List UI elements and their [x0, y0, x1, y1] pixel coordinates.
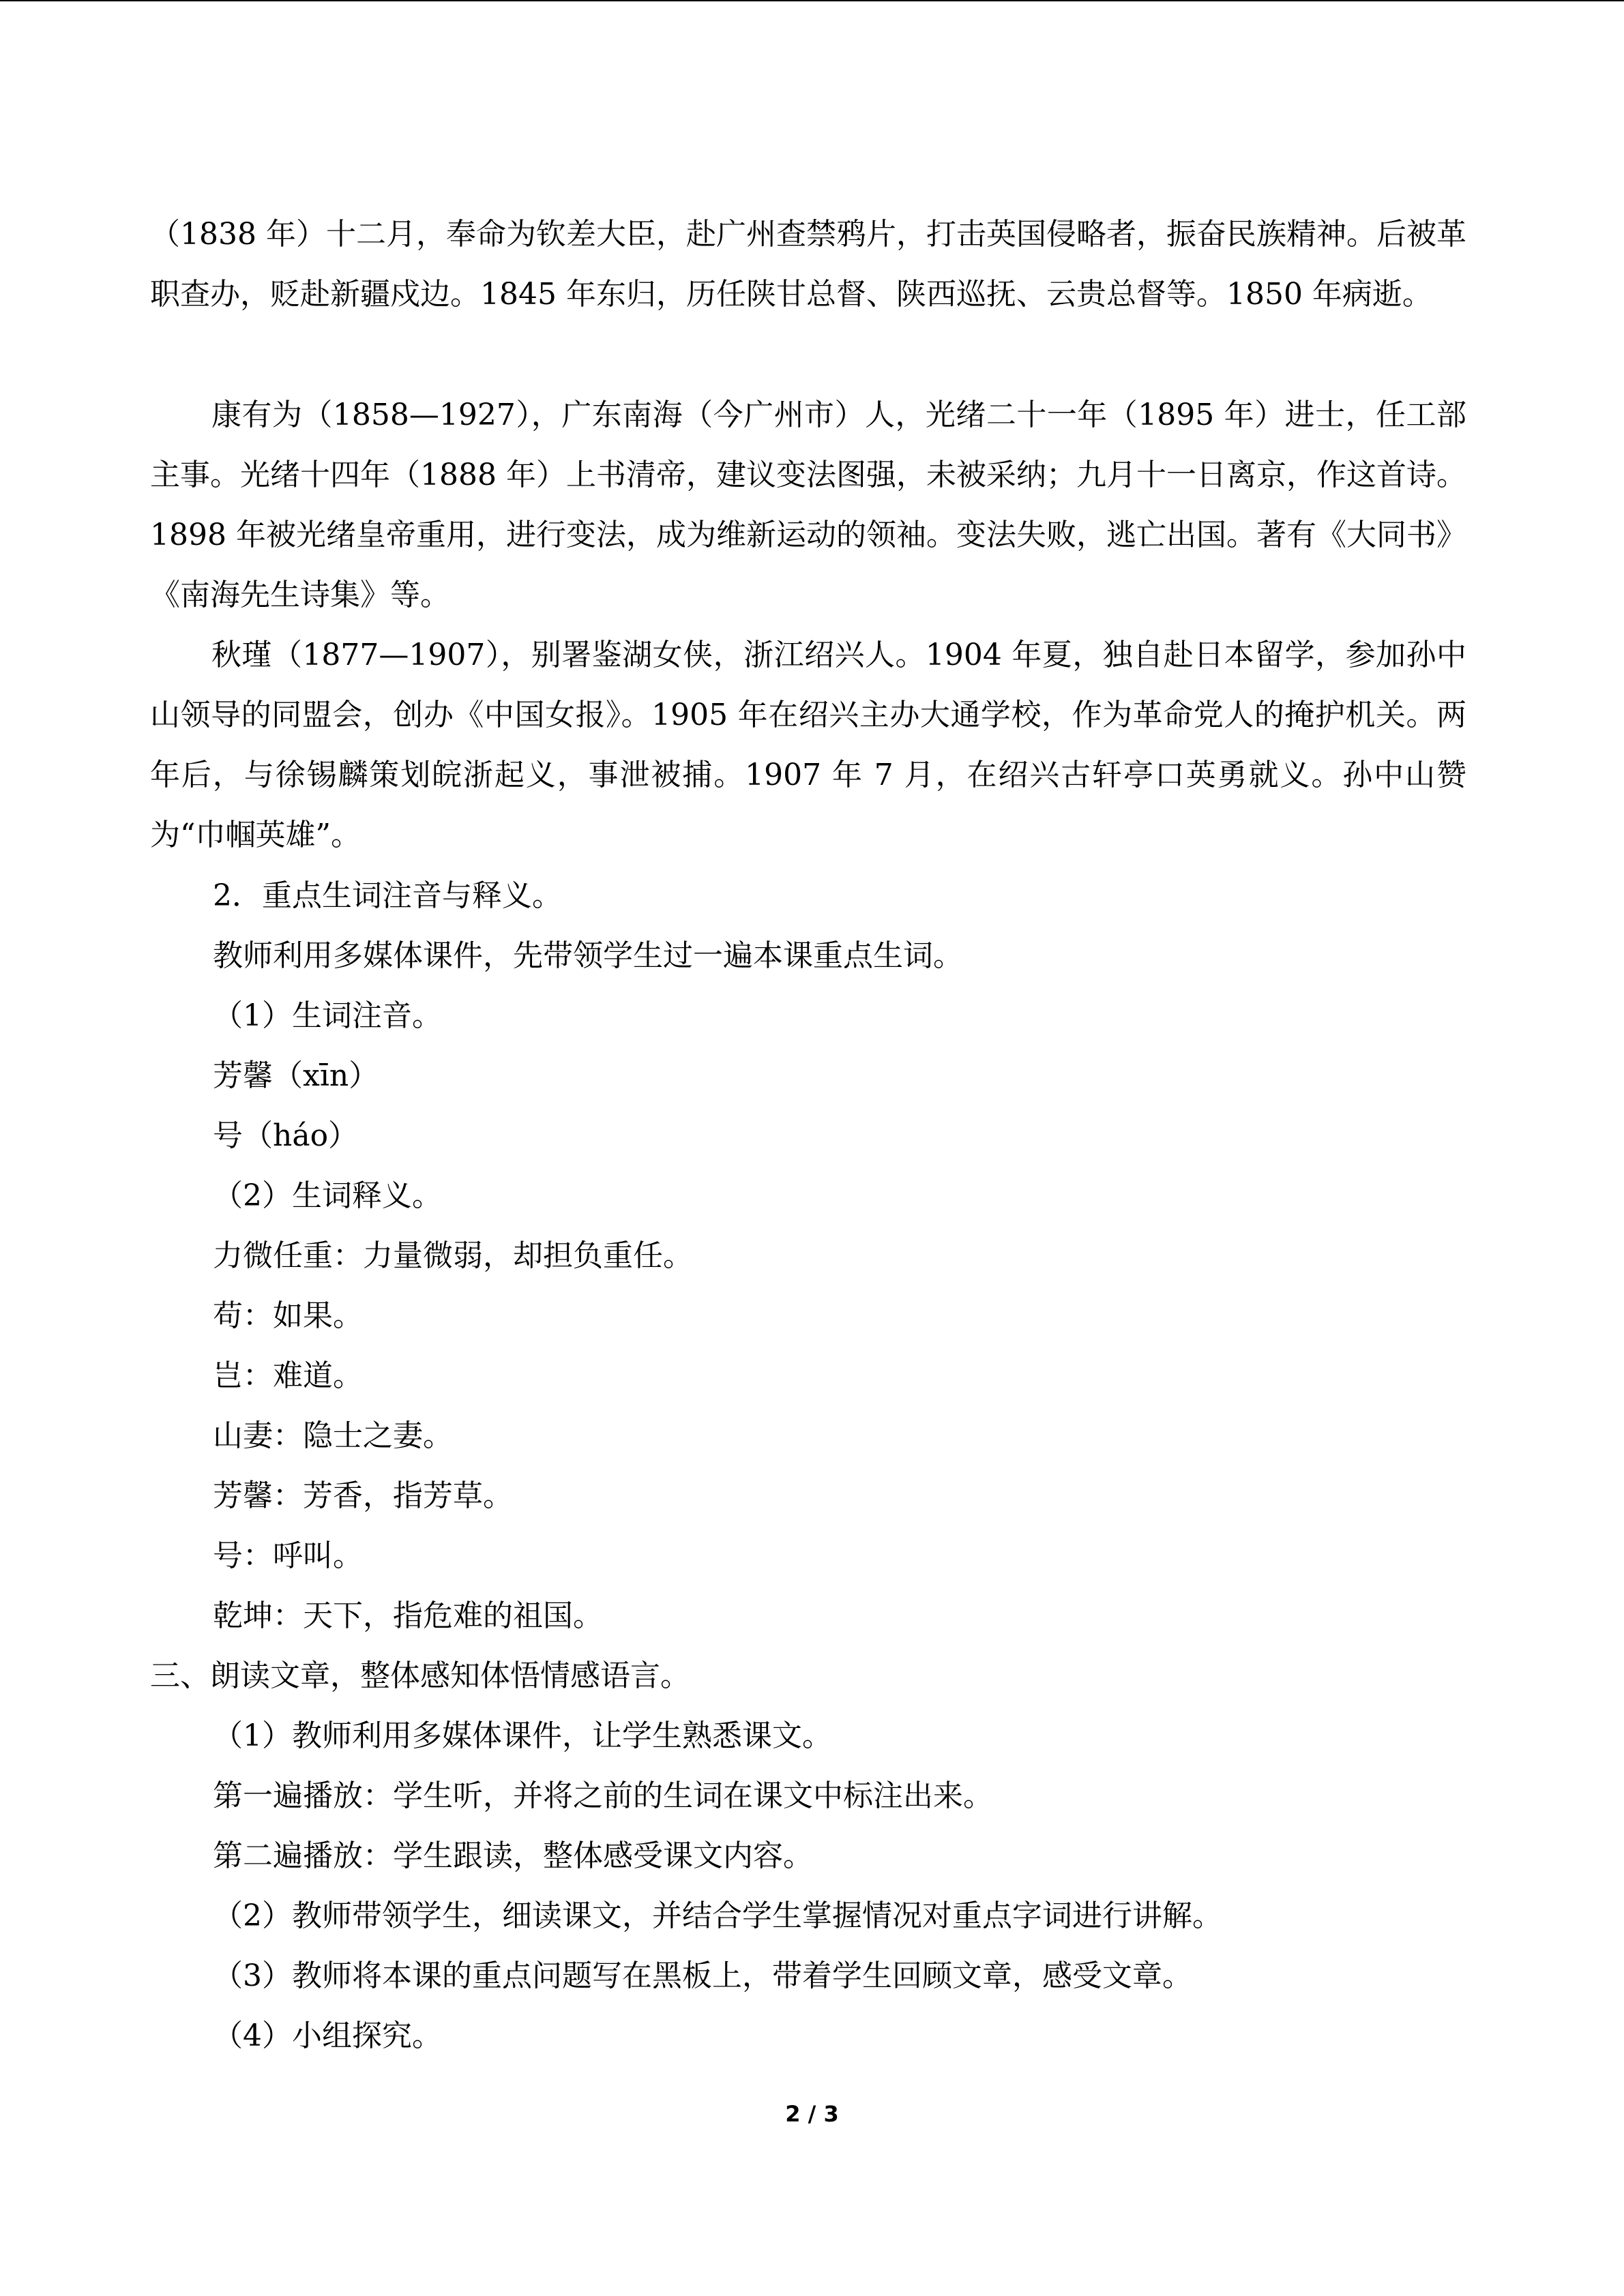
section-heading-reading: 三、朗读文章，整体感知体悟情感语言。: [150, 1658, 690, 1693]
line-definition-heading: （2）生词释义。: [213, 1178, 442, 1213]
line-pinyin-fangxin: 芳馨（xīn）: [213, 1058, 379, 1093]
line-second-playback: 第二遍播放：学生跟读，整体感受课文内容。: [213, 1838, 813, 1873]
line-first-playback: 第一遍播放：学生听，并将之前的生词在课文中标注出来。: [213, 1778, 993, 1813]
line-def-gou: 苟：如果。: [213, 1298, 363, 1333]
line-step-1: （1）教师利用多媒体课件，让学生熟悉课文。: [213, 1718, 832, 1753]
line-pronunciation-heading: （1）生词注音。: [213, 998, 442, 1033]
line-step-4: （4）小组探究。: [213, 2018, 442, 2053]
page-number: 2 / 3: [785, 2101, 839, 2127]
line-def-qi: 岂：难道。: [213, 1358, 363, 1393]
line-def-fangxin: 芳馨：芳香，指芳草。: [213, 1478, 513, 1513]
paragraph-qiu-jin: 秋瑾（1877—1907），别署鉴湖女侠，浙江绍兴人。1904 年夏，独自赴日本留学，参加孙中山领导的同盟会，创办《中国女报》。1905 年在绍兴主办大通学校，作为革命党人的掩护机关。两年后，与徐锡麟策划皖浙起义，事泄被捕。1907 年 7 月，在绍兴古轩亭口英勇就义。孙中山赞为“巾帼英雄”。: [150, 638, 1466, 852]
line-teacher-multimedia: 教师利用多媒体课件，先带领学生过一遍本课重点生词。: [213, 938, 963, 973]
line-def-liweirenzhong: 力微任重：力量微弱，却担负重任。: [213, 1238, 693, 1273]
paragraph-kang-youwei: 康有为（1858—1927），广东南海（今广州市）人，光绪二十一年（1895 年）进士，任工部主事。光绪十四年（1888 年）上书清帝，建议变法图强，未被采纳；九月十一日离京，作这首诗。1898 年被光绪皇帝重用，进行变法，成为维新运动的领袖。变法失败，逃亡出国。著有《大同书》《南海先生诗集》等。: [150, 398, 1466, 612]
line-def-hao: 号：呼叫。: [213, 1538, 363, 1573]
line-def-qiankun: 乾坤：天下，指危难的祖国。: [213, 1598, 603, 1633]
line-pinyin-hao: 号（háo）: [213, 1118, 359, 1153]
line-step-3: （3）教师将本课的重点问题写在黑板上，带着学生回顾文章，感受文章。: [213, 1958, 1192, 1993]
section-heading-vocabulary: 2．重点生词注音与释义。: [213, 878, 562, 913]
line-step-2: （2）教师带领学生，细读课文，并结合学生掌握情况对重点字词进行讲解。: [213, 1898, 1222, 1933]
line-def-shanqi: 山妻：隐士之妻。: [213, 1418, 453, 1453]
paragraph-lin-zexu: （1838 年）十二月，奉命为钦差大臣，赴广州查禁鸦片，打击英国侵略者，振奋民族精神。后被革职查办，贬赴新疆戍边。1845 年东归，历任陕甘总督、陕西巡抚、云贵总督等。1850 年病逝。: [150, 217, 1466, 312]
